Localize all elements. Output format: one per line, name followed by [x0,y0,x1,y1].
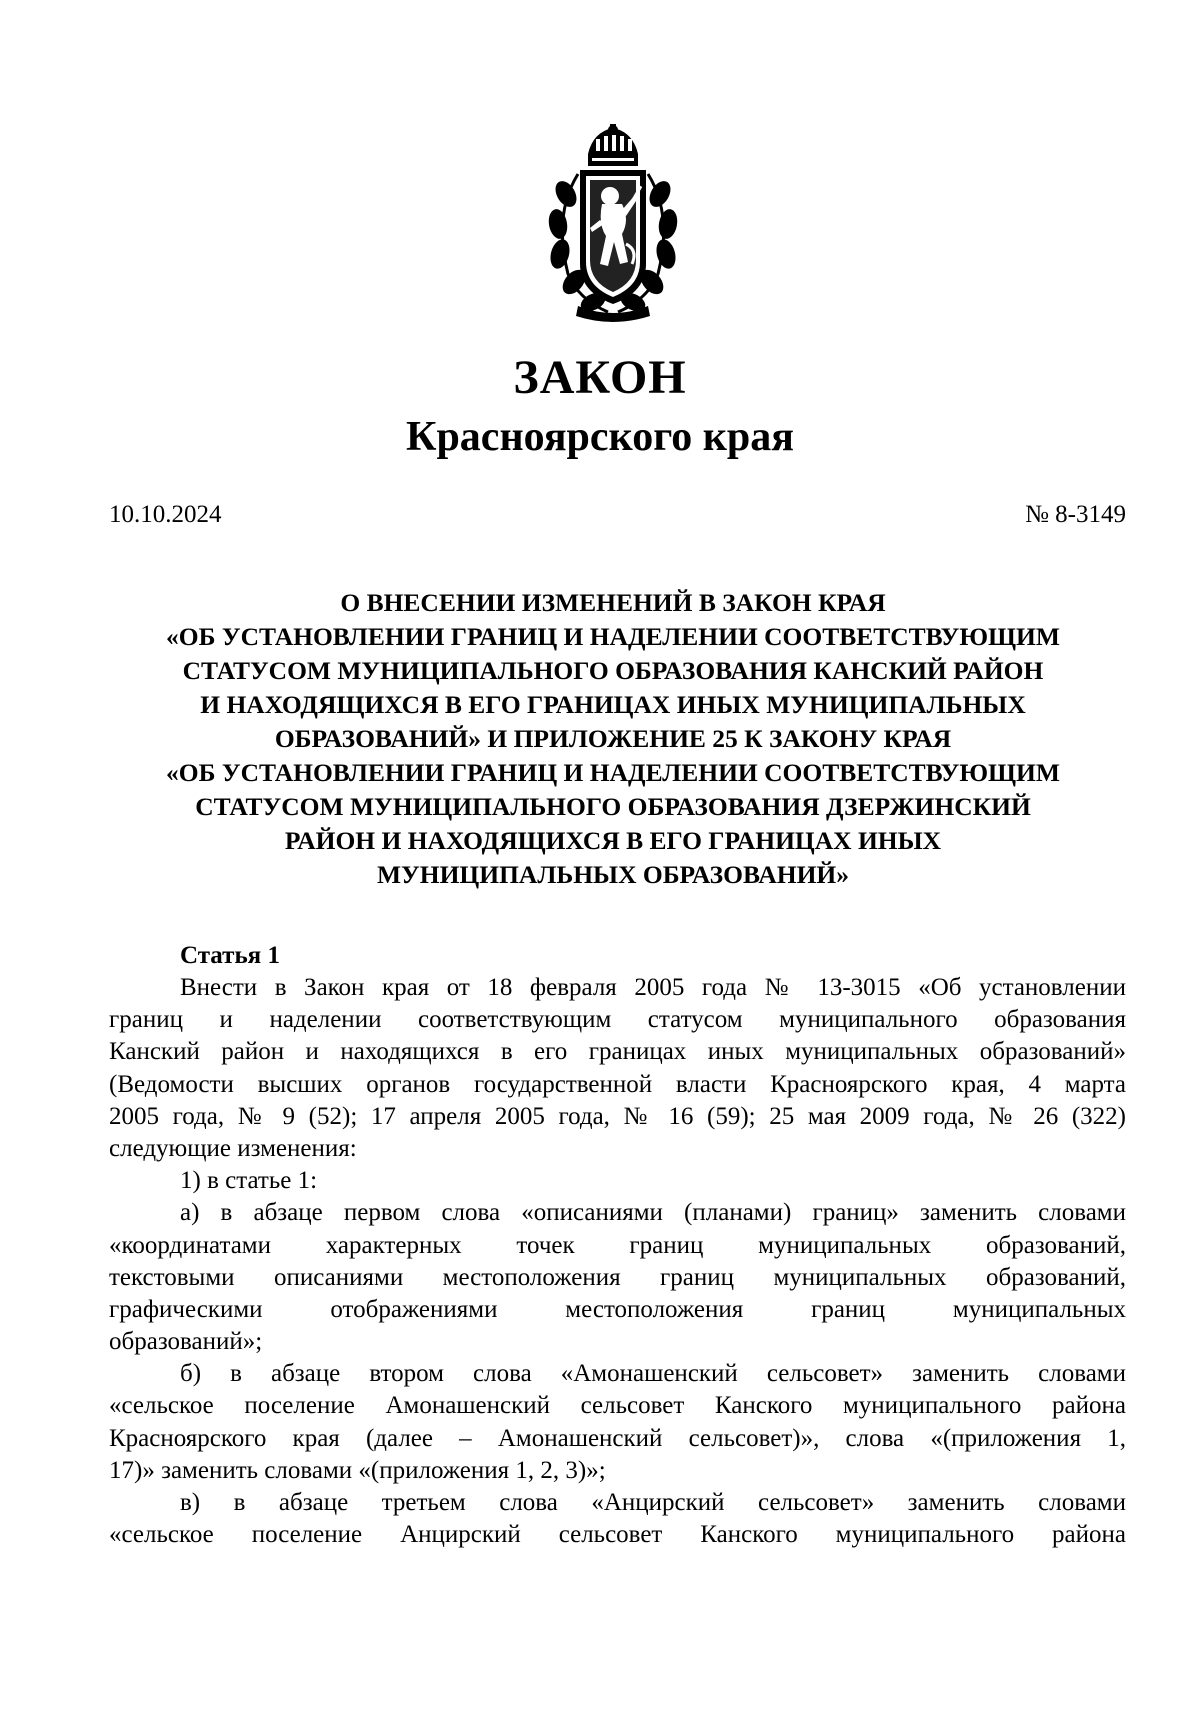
heading-line: «ОБ УСТАНОВЛЕНИИ ГРАНИЦ И НАДЕЛЕНИИ СООТВЕТСТВУЮЩИМ [166,758,1060,787]
body-line: 1) в статье 1: [180,1167,318,1195]
document-date: 10.10.2024 [109,501,222,528]
body-line: графическими отображениями местоположения границ муниципальных [109,1295,1126,1323]
heading-line: ОБРАЗОВАНИЙ» И ПРИЛОЖЕНИЕ 25 К ЗАКОНУ КРАЯ [274,724,952,753]
article-title: Статья 1 [180,942,280,969]
document-title: ЗАКОН [513,351,687,404]
body-line: Красноярского края (далее – Амонашенский сельсовет)», слова «(приложения 1, [109,1424,1126,1452]
body-line: текстовыми описаниями местоположения границ муниципальных образований, [109,1263,1126,1291]
body-line: а) в абзаце первом слова «описаниями (планами) границ» заменить словами [180,1199,1126,1227]
article-body [109,972,1126,1551]
body-line: 2005 года, № 9 (52); 17 апреля 2005 года, № 16 (59); 25 мая 2009 года, № 26 (322) [109,1102,1126,1130]
body-line: «сельское поселение Анцирский сельсовет Канского муниципального района [109,1521,1126,1549]
body-line: следующие изменения: [109,1134,357,1162]
body-line: образований»; [109,1328,263,1356]
heading-line: РАЙОН И НАХОДЯЩИХСЯ В ЕГО ГРАНИЦАХ ИНЫХ [284,826,942,855]
body-line: б) в абзаце втором слова «Амонашенский сельсовет» заменить словами [180,1360,1126,1388]
document-number: № 8-3149 [1025,501,1126,528]
body-line: границ и наделении соответствующим статусом муниципального образования [109,1006,1126,1034]
coat-of-arms-icon [538,124,688,324]
body-line: 17)» заменить словами «(приложения 1, 2, 3)»; [109,1456,606,1484]
document-subtitle: Красноярского края [405,414,795,460]
body-line: Внести в Закон края от 18 февраля 2005 года № 13-3015 «Об установлении [180,974,1126,1001]
body-line: Канский район и находящихся в его границах иных муниципальных образований» [109,1038,1126,1066]
heading-line: СТАТУСОМ МУНИЦИПАЛЬНОГО ОБРАЗОВАНИЯ ДЗЕРЖИНСКИЙ [195,792,1031,821]
law-heading [100,586,1126,892]
body-line: (Ведомости высших органов государственной власти Красноярского края, 4 марта [109,1070,1126,1098]
heading-line: СТАТУСОМ МУНИЦИПАЛЬНОГО ОБРАЗОВАНИЯ КАНСКИЙ РАЙОН [182,656,1044,685]
body-line: в) в абзаце третьем слова «Анцирский сельсовет» заменить словами [180,1489,1126,1516]
heading-line: МУНИЦИПАЛЬНЫХ ОБРАЗОВАНИЙ» [376,860,850,889]
body-line: «сельское поселение Амонашенский сельсовет Канского муниципального района [109,1392,1126,1420]
heading-line: «ОБ УСТАНОВЛЕНИИ ГРАНИЦ И НАДЕЛЕНИИ СООТВЕТСТВУЮЩИМ [166,622,1060,651]
heading-line: О ВНЕСЕНИИ ИЗМЕНЕНИЙ В ЗАКОН КРАЯ [340,588,886,617]
heading-line: И НАХОДЯЩИХСЯ В ЕГО ГРАНИЦАХ ИНЫХ МУНИЦИПАЛЬНЫХ [200,690,1026,719]
body-line: «координатами характерных точек границ муниципальных образований, [109,1231,1126,1259]
